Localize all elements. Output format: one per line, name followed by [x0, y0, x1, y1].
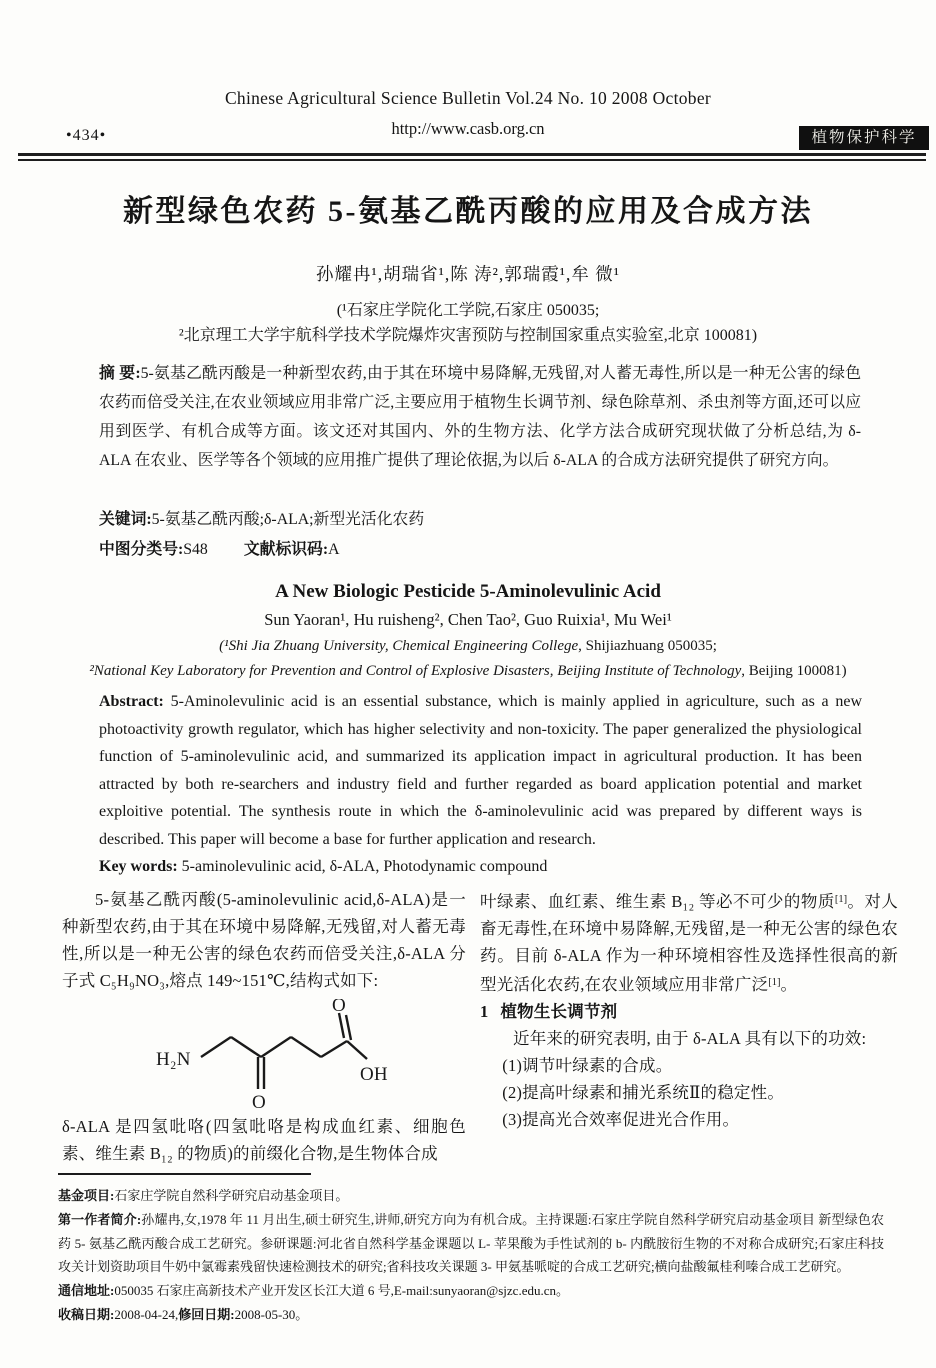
continuation-text-1: 叶绿素、血红素、维生素 B₁₂ 等必不可少的物质	[480, 892, 835, 911]
ketone-oxygen-label: O	[252, 1092, 266, 1111]
abstract-en	[99, 688, 862, 853]
continuation-paragraph	[480, 886, 898, 998]
abstract-cn-label: 摘 要:	[99, 365, 141, 382]
affiliation-en-2	[0, 663, 936, 680]
author-bio-label: 第一作者简介:	[58, 1211, 142, 1227]
body-right-column	[480, 886, 898, 1167]
author-bio-text: 孙耀冉,女,1978 年 11 月出生,硕士研究生,讲师,研究方向为有机合成。主持课题:石家庄学院自然科学研究启动基金项目 新型绿色农药 5- 氨基乙酰丙酸合成工艺研究。参研课题:河北省自然科学基金课题以 L- 苹果酸为手性试剂的 b- 内酰胺衍生物的不对称合成研究;石家庄科技攻关计划资助项目牛奶中氯霉素残留快速检测技术的研究;省科技攻关课题 3- 甲氨基哌啶的合成工艺研究;横向盐酸氟桂利嗪合成工艺研究。	[58, 1211, 884, 1275]
precursor-paragraph: δ-ALA 是四氢吡咯(四氢吡咯是构成血红素、细胞色素、维生素 B₁₂ 的物质)的前缀化合物,是生物体合成	[62, 1117, 466, 1163]
ala-structure-diagram	[154, 999, 389, 1111]
affiliation-cn-1: (¹石家庄学院化工学院,石家庄 050035;	[336, 302, 600, 319]
amine-group-label: H₂N	[156, 1049, 191, 1070]
body-columns	[62, 886, 898, 1167]
received-date-label: 收稿日期:	[58, 1306, 115, 1322]
keywords-en	[99, 853, 862, 881]
reference-marker: [1]	[768, 977, 781, 988]
fund-note	[58, 1184, 884, 1208]
section-1-title: 植物生长调节剂	[500, 1002, 618, 1021]
authors-cn: 孙耀冉¹,胡瑞省¹,陈 涛²,郭瑞霞¹,牟 微¹	[316, 264, 620, 284]
section-1-intro: 近年来的研究表明, 由于 δ-ALA 具有以下的功效:	[513, 1029, 867, 1048]
address-label: 通信地址:	[58, 1283, 115, 1299]
keywords-en-label: Key words:	[99, 858, 182, 875]
footnote-rule	[58, 1173, 311, 1175]
body-left-column	[62, 886, 466, 1167]
clc-value: S48	[183, 541, 208, 558]
intro-paragraph: 5-氨基乙酰丙酸(5-aminolevulinic acid,δ-ALA)是一种新型农药,由于其在环境中易降解,无残留,对人蓄无毒性,所以是一种无公害的绿色农药而倍受关注,δ-ALA 分子式 C₅H₉NO₃,熔点 149~151℃,结构式如下:	[62, 890, 466, 990]
keywords-en-text: 5-aminolevulinic acid, δ-ALA, Photodynamic compound	[181, 858, 548, 875]
continuation-text-3: 。	[780, 975, 798, 994]
dates-note	[58, 1303, 884, 1327]
revised-date-value: 2008-05-30。	[234, 1306, 309, 1322]
reference-marker: [1]	[834, 894, 848, 905]
abstract-en-block	[99, 688, 862, 881]
affiliation-en-2-location: , Beijing 100081)	[741, 663, 847, 679]
affiliation-en-1-location: , Shijiazhuang 050035;	[578, 638, 717, 654]
section-1-number: 1	[480, 1002, 489, 1021]
keywords-cn-label: 关键词:	[99, 511, 152, 528]
header-double-rule	[18, 153, 926, 161]
received-date-value: 2008-04-24,	[114, 1306, 179, 1322]
keywords-cn-text: 5-氨基乙酰丙酸;δ-ALA;新型光活化农药	[151, 511, 425, 528]
author-bio-note	[58, 1208, 884, 1279]
journal-header-line: Chinese Agricultural Science Bulletin Vol.24 No. 10 2008 October	[224, 88, 712, 108]
address-text: 050035 石家庄高新技术产业开发区长江大道 6 号,E-mail:sunyaoran@sjzc.edu.cn。	[114, 1283, 569, 1299]
abstract-en-label: Abstract:	[99, 693, 171, 710]
affiliation-en-2-institution: ²National Key Laboratory for Prevention and Control of Explosive Disasters, Beijing Institute of Technology	[89, 663, 742, 679]
authors-en: Sun Yaoran¹, Hu ruisheng², Chen Tao², Guo Ruixia¹, Mu Wei¹	[264, 610, 672, 629]
effect-item-3: (3)提高光合效率促进光合作用。	[502, 1110, 740, 1129]
carboxyl-oxygen-label: O	[332, 999, 346, 1016]
effect-item-1: (1)调节叶绿素的合成。	[502, 1056, 673, 1075]
revised-date-label: 修回日期:	[178, 1306, 235, 1322]
classification-line	[99, 536, 861, 559]
section-1-heading	[480, 998, 898, 1025]
affiliation-en-1-institution: (¹Shi Jia Zhuang University, Chemical Engineering College	[219, 638, 579, 654]
article-title-cn: 新型绿色农药 5-氨基乙酰丙酸的应用及合成方法	[123, 195, 813, 228]
continuation-text-2: 。对人畜无毒性,在环境中易降解,无残留,是一种无公害的绿色农药。目前 δ-ALA 作为一种环境相容性及选择性很高的新型光活化农药,在农业领域应用非常广泛	[480, 892, 899, 994]
section-badge: 植物保护科学	[799, 126, 929, 150]
effect-item-2: (2)提高叶绿素和捕光系统Ⅱ的稳定性。	[502, 1083, 785, 1102]
keywords-cn	[99, 506, 861, 529]
affiliation-cn-2: ²北京理工大学宇航科学技术学院爆炸灾害预防与控制国家重点实验室,北京 100081)	[178, 327, 758, 344]
footnotes-block	[58, 1184, 884, 1327]
fund-note-label: 基金项目:	[58, 1188, 115, 1203]
fund-note-text: 石家庄学院自然科学研究启动基金项目。	[114, 1188, 349, 1203]
abstract-en-text: 5-Aminolevulinic acid is an essential substance, which is mainly applied in agriculture, such as a new photoactivity growth regulator, which has higher selectivity and non-toxicity. The paper generalized the physiological function of 5-aminolevulinic acid, and summarized its application impact in agricultural production. It has been attracted by both re-searchers and industry field and further regarded as board application potential and market exploitive potential. The synthesis route in which the δ-aminolevulinic acid was prepared by different ways is described. This paper will become a base for further application and research.	[99, 693, 863, 848]
doc-code-label: 文献标识码:	[243, 541, 329, 558]
abstract-cn	[99, 359, 861, 475]
hydroxyl-group-label: OH	[360, 1064, 388, 1085]
address-note	[58, 1279, 884, 1303]
clc-label: 中图分类号:	[99, 541, 184, 558]
affiliation-en-1	[0, 638, 936, 655]
doc-code-value: A	[328, 541, 340, 558]
journal-url: http://www.casb.org.cn	[391, 119, 545, 138]
article-title-en: A New Biologic Pesticide 5-Aminolevulinic Acid	[275, 581, 661, 602]
abstract-cn-text: 5-氨基乙酰丙酸是一种新型农药,由于其在环境中易降解,无残留,对人蓄无毒性,所以是一种无公害的绿色农药而倍受关注,在农业领域应用非常广泛,主要应用于植物生长调节剂、绿色除草剂、杀虫剂等方面,还可以应用到医学、有机合成等方面。该文还对其国内、外的生物方法、化学方法合成研究现状做了分析总结,为 δ-ALA 在农业、医学等各个领域的应用推广提供了理论依据,为以后 δ-ALA 的合成方法研究提供了研究方向。	[99, 365, 861, 469]
page-number: •434•	[66, 127, 107, 144]
